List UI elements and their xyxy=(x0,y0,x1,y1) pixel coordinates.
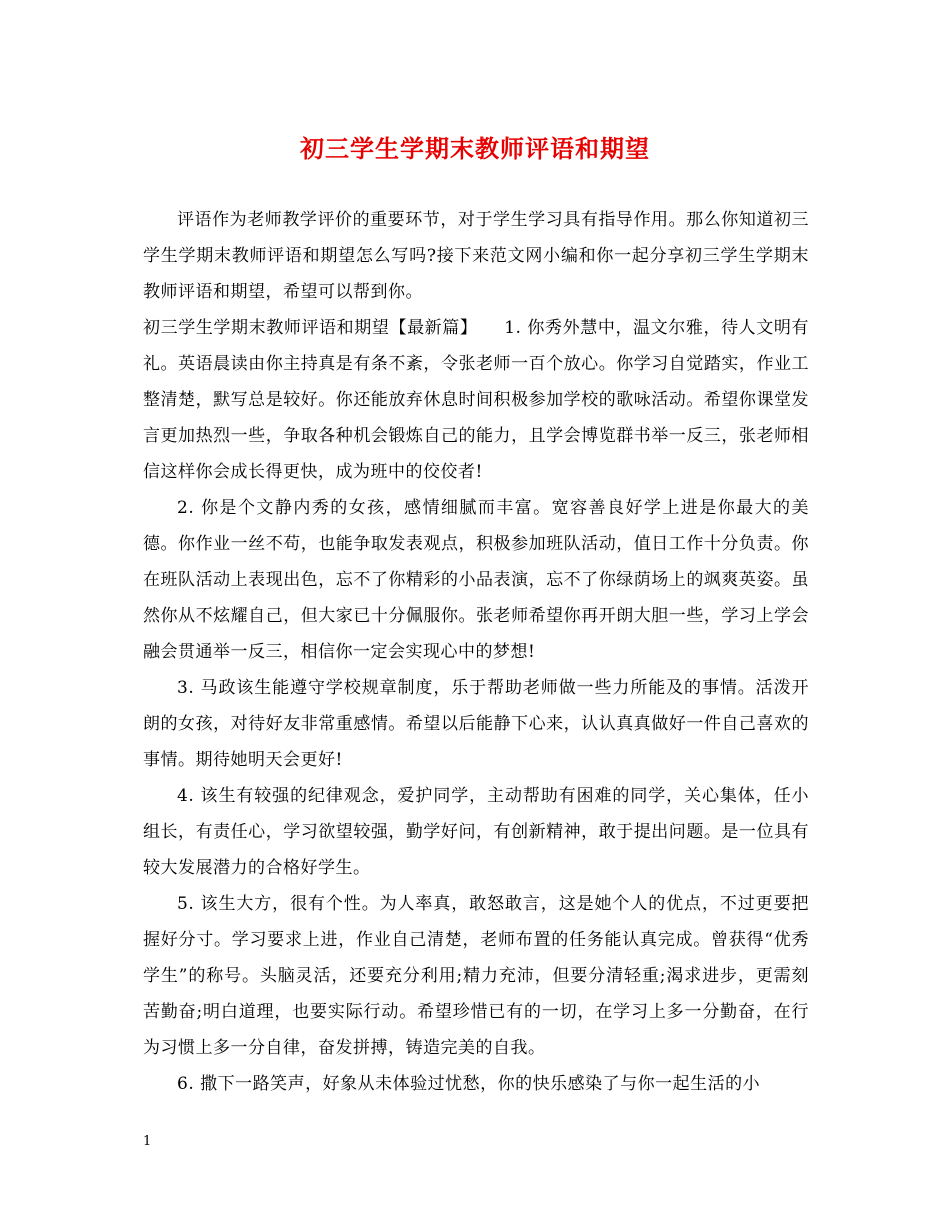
page-title: 初三学生学期末教师评语和期望 xyxy=(300,134,650,163)
paragraph-intro: 评语作为老师教学评价的重要环节，对于学生学习具有指导作用。那么你知道初三学生学期末教师评语和期望怎么写吗?接下来范文网小编和你一起分享初三学生学期末教师评语和期望，希望可以帮到你。 xyxy=(143,210,809,302)
paragraph-comment-3: 3. 马政该生能遵守学校规章制度，乐于帮助老师做一些力所能及的事情。活泼开朗的女孩，对待好友非常重感情。希望以后能静下心来，认认真真做好一件自己喜欢的事情。期待她明天会更好! xyxy=(143,678,809,770)
paragraph-comment-2: 2. 你是个文静内秀的女孩，感情细腻而丰富。宽容善良好学上进是你最大的美德。你作业一丝不苟，也能争取发表观点，积极参加班队活动，值日工作十分负责。你在班队活动上表现出色，忘不了你精彩的小品表演，忘不了你绿荫场上的飒爽英姿。虽然你从不炫耀自己，但大家已十分佩服你。张老师希望你再开朗大胆一些，学习上学会融会贯通举一反三，相信你一定会实现心中的梦想! xyxy=(143,498,809,662)
paragraph-comment-4: 4. 该生有较强的纪律观念，爱护同学，主动帮助有困难的同学，关心集体，任小组长，有责任心，学习欲望较强，勤学好问，有创新精神，敢于提出问题。是一位具有较大发展潜力的合格好学生。 xyxy=(143,786,809,878)
paragraph-comment-5: 5. 该生大方，很有个性。为人率真，敢怒敢言，这是她个人的优点，不过更要把握好分寸。学习要求上进，作业自己清楚，老师布置的任务能认真完成。曾获得“优秀学生”的称号。头脑灵活，还要充分利用;精力充沛，但要分清轻重;渴求进步，更需刻苦勤奋;明白道理，也要实际行动。希望珍惜已有的一切，在学习上多一分勤奋，在行为习惯上多一分自律，奋发拼搏，铸造完美的自我。 xyxy=(143,894,809,1058)
paragraph-comment-6: 6. 撒下一路笑声，好象从未体验过忧愁，你的快乐感染了与你一起生活的小 xyxy=(177,1074,761,1094)
document-body xyxy=(143,202,809,1102)
page-number: 1 xyxy=(143,1134,152,1149)
paragraph-heading-and-comment-1: 初三学生学期末教师评语和期望【最新篇】 1. 你秀外慧中，温文尔雅，待人文明有礼。英语晨读由你主持真是有条不紊，令张老师一百个放心。你学习自觉踏实，作业工整清楚，默写总是较好。你还能放弃休息时间积极参加学校的歌咏活动。希望你课堂发言更加热烈一些，争取各种机会锻炼自己的能力，且学会博览群书举一反三，张老师相信这样你会成长得更快，成为班中的佼佼者! xyxy=(143,318,809,482)
